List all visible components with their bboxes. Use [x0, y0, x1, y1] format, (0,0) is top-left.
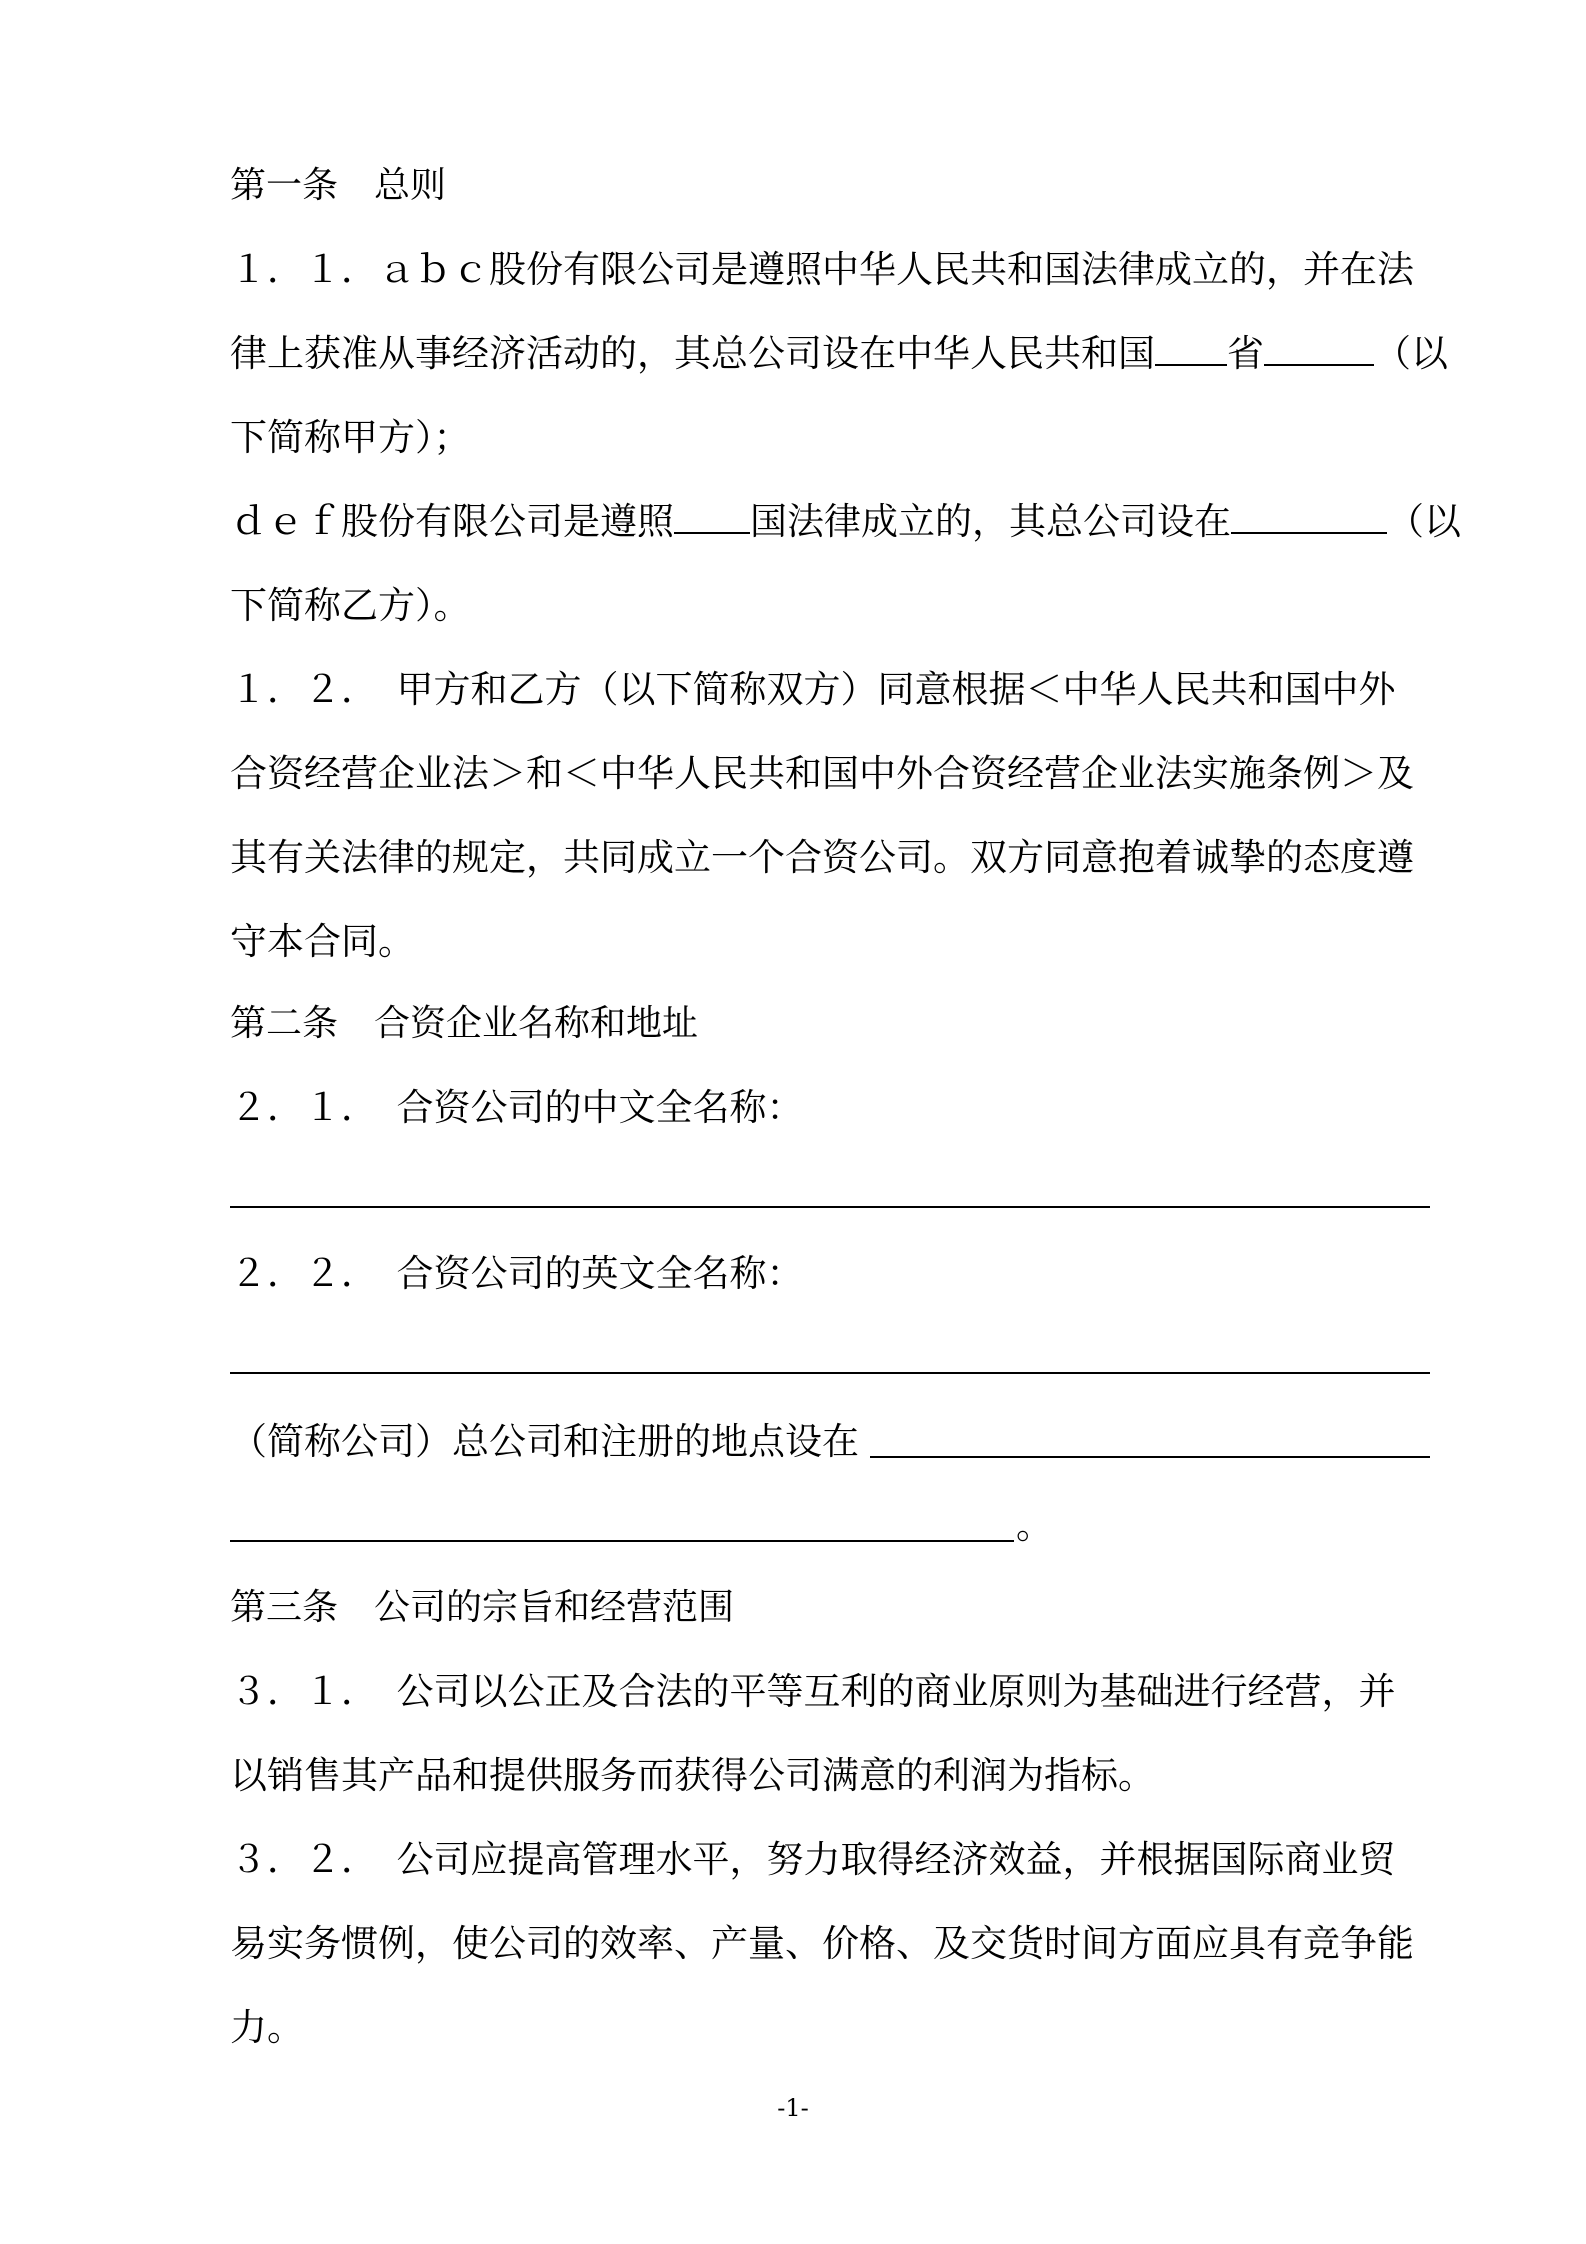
english-name-blank-line	[230, 1372, 1430, 1374]
clause-1-2-line-4: 守本合同。	[230, 920, 415, 963]
clause-1-1-line-2-text: 律上获准从事经济活动的，其总公司设在中华人民共和国	[230, 332, 1155, 375]
clause-1-1-line-4-text: ｄｅｆ股份有限公司是遵照	[230, 500, 674, 543]
article-3-heading: 第三条 公司的宗旨和经营范围	[230, 1587, 735, 1628]
province-blank	[1155, 330, 1227, 366]
clause-1-1-line-1: １．１．ａｂｃ股份有限公司是遵照中华人民共和国法律成立的，并在法	[230, 248, 1414, 291]
article-2-heading: 第二条 合资企业名称和地址	[230, 1003, 699, 1044]
address-period: 。	[1016, 1504, 1053, 1547]
clause-2-3-line-1: （简称公司）总公司和注册的地点设在	[230, 1420, 859, 1463]
clause-1-2-line-3: 其有关法律的规定，共同成立一个合资公司。双方同意抱着诚挚的态度遵	[230, 836, 1414, 879]
article-1-heading: 第一条 总则	[230, 165, 447, 206]
clause-3-2-line-1: ３．２． 公司应提高管理水平，努力取得经济效益，并根据国际商业贸	[230, 1838, 1396, 1881]
clause-1-2-line-1: １．２． 甲方和乙方（以下简称双方）同意根据＜中华人民共和国中外	[230, 668, 1396, 711]
page-number: -1-	[777, 2094, 809, 2122]
clause-2-2: ２．２． 合资公司的英文全名称：	[230, 1252, 804, 1295]
clause-1-1-line-5: 下简称乙方）。	[230, 584, 471, 627]
province-label: 省	[1227, 332, 1264, 375]
clause-3-1-line-1: ３．１． 公司以公正及合法的平等互利的商业原则为基础进行经营，并	[230, 1670, 1396, 1713]
clause-1-1-line-2-end: （以	[1374, 332, 1448, 375]
chinese-name-blank-line	[230, 1206, 1430, 1208]
address-blank-line-1	[870, 1456, 1430, 1458]
clause-2-1: ２．１． 合资公司的中文全名称：	[230, 1086, 804, 1129]
city-blank	[1264, 330, 1374, 366]
clause-3-1-line-2: 以销售其产品和提供服务而获得公司满意的利润为指标。	[230, 1754, 1155, 1797]
clause-1-1-line-4-end: （以	[1387, 500, 1461, 543]
country-blank	[674, 498, 750, 534]
clause-1-1-line-3: 下简称甲方）；	[230, 416, 471, 459]
clause-1-1-line-2	[230, 330, 1448, 378]
clause-1-1-line-4-mid: 国法律成立的，其总公司设在	[750, 500, 1231, 543]
clause-1-2-line-2: 合资经营企业法＞和＜中华人民共和国中外合资经营企业法实施条例＞及	[230, 752, 1414, 795]
clause-3-2-line-2: 易实务惯例，使公司的效率、产量、价格、及交货时间方面应具有竞争能	[230, 1922, 1414, 1965]
address-blank-line-2	[230, 1540, 1014, 1542]
headquarters-blank	[1231, 498, 1387, 534]
clause-1-1-line-4	[230, 498, 1461, 546]
clause-3-2-line-3: 力。	[230, 2006, 304, 2049]
